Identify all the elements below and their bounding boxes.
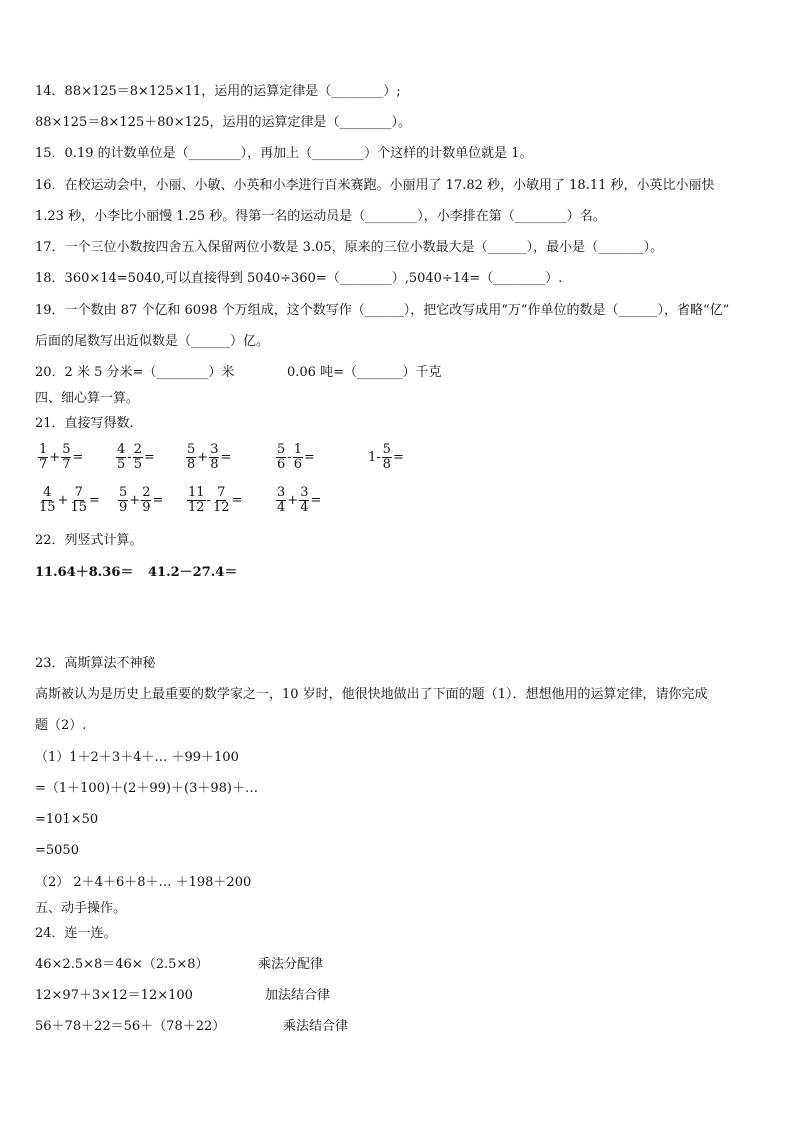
fraction: $\frac{7}{12}$ [212,485,230,515]
q21-expr-7: 5 9 + $\frac{2}{9}$ = [119,485,164,515]
q14-line2: 88×125＝8×125＋80×125，运用的运算定律是（________）。 [35,115,411,130]
q14-line1: 14．88×125＝8×125×11，运用的运算定律是（________）; [35,84,401,99]
fraction: $\frac{1}{6}$ [293,442,302,472]
q21-expr-3: 5 8 + $\frac{3}{8}$ = [187,442,232,472]
q23-step1: （1）1＋2＋3＋4＋… ＋99＋100 [35,750,239,765]
fraction: $\frac{2}{5}$ [133,442,142,472]
q16-line2: 1.23 秒，小李比小丽慢 1.25 秒。得第一名的运动员是（________），小李排在第（________）名。 [35,209,606,224]
q21-expr-8: 11 12 - $\frac{7}{12}$ = [188,485,243,515]
q23-desc2: 题（2）. [35,718,87,733]
q24-right-1: 乘法分配律 [258,957,324,972]
q20-part2: 0.06 吨=（_______）千克 [287,365,442,380]
q22-exp1: 11.64＋8.36＝ [35,565,134,580]
section-4-heading: 四、细心算一算。 [35,391,140,406]
q24-right-2: 加法结合律 [265,988,331,1003]
fraction: 5 8 [187,442,196,472]
q21-expr-1: 1 7 + $\frac{5}{7}$ = [39,442,84,472]
fraction: $\frac{5}{7}$ [62,442,71,472]
fraction: 4 15 [39,485,56,515]
q15: 15．0.19 的计数单位是（________），再加上（________）个这样的计数单位就是 1。 [35,146,533,161]
q21-expr-2: 4 5 - $\frac{2}{5}$ = [117,442,155,472]
fraction: 11 12 [188,485,205,515]
q23-step3: =101×50 [35,812,99,827]
q21-title: 21．直接写得数. [35,416,134,431]
q24-left-3: 56＋78＋22＝56＋（78＋22） [35,1019,226,1034]
q24-title: 24．连一连。 [35,926,117,941]
q20-part1: 20．2 米 5 分米=（________）米 [35,365,235,380]
fraction: 5 6 [277,442,286,472]
q23-step4: =5050 [35,843,79,858]
q23-desc1: 高斯被认为是历史上最重要的数学家之一，10 岁时，他很快地做出了下面的题（1）．想想他用的运算定律，请你完成 [35,687,708,702]
fraction: 5 9 [119,485,128,515]
q24-left-2: 12×97＋3×12＝12×100 [35,988,193,1003]
fraction: 3 4 [277,485,286,515]
q19-line1: 19．一个数由 87 个亿和 6098 个万组成，这个数写作（______），把它改写成用“万”作单位的数是（______），省略“亿” [35,303,730,318]
fraction: 4 5 [117,442,126,472]
q22-title: 22．列竖式计算。 [35,533,143,548]
q21-expr-4: 5 6 - $\frac{1}{6}$ = [277,442,315,472]
q23-title: 23．高斯算法不神秘 [35,656,156,671]
q21-expr-9: 3 4 + $\frac{3}{4}$ = [277,485,322,515]
q21-expr-5: 1- $\frac{5}{8}$ = [368,442,404,472]
fraction: $\frac{5}{8}$ [382,442,391,472]
fraction: $\frac{3}{4}$ [300,485,309,515]
q23-step2: =（1＋100)＋(2＋99)＋(3＋98)＋… [35,781,258,796]
fraction: $\frac{2}{9}$ [142,485,151,515]
section-5-heading: 五、动手操作。 [35,901,127,916]
q18: 18．360×14=5040,可以直接得到 5040÷360=（________）,5040÷14=（________）. [35,271,563,286]
q16-line1: 16．在校运动会中，小丽、小敏、小英和小李进行百米赛跑。小丽用了 17.82 秒，小敏用了 18.11 秒，小英比小丽快 [35,178,715,193]
q19-line2: 后面的尾数写出近似数是（______）亿。 [35,334,270,349]
q21-expr-6: 4 15 + $\frac{7}{15}$ = [39,485,100,515]
q22-exp2: 41.2－27.4＝ [148,565,238,580]
q24-left-1: 46×2.5×8＝46×（2.5×8） [35,957,209,972]
q23-step5: （2） 2＋4＋6＋8＋… ＋198＋200 [35,875,252,890]
fraction: $\frac{3}{8}$ [210,442,219,472]
fraction: 1 7 [39,442,48,472]
q17: 17．一个三位小数按四舍五入保留两位小数是 3.05，原来的三位小数最大是（______），最小是（_______）。 [35,240,664,255]
q24-right-3: 乘法结合律 [283,1019,349,1034]
fraction: $\frac{7}{15}$ [70,485,87,515]
